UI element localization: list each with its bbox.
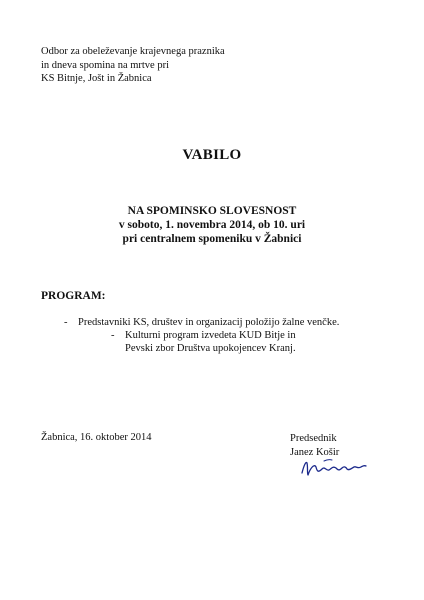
- organizer-line-2: in dneva spomina na mrtve pri: [41, 59, 170, 71]
- program-item-1-bullet: -: [64, 317, 68, 328]
- document-title: VABILO: [182, 147, 242, 163]
- event-name: NA SPOMINSKO SLOVESNOST: [127, 205, 297, 217]
- organizer-line-3: KS Bitnje, Jošt in Žabnica: [41, 73, 152, 84]
- event-details: [0, 204, 424, 246]
- event-date-time: v soboto, 1. novembra 2014, ob 10. uri: [118, 219, 306, 231]
- program-item-2: [111, 329, 296, 343]
- program-item-1: [64, 316, 339, 330]
- organizer-line-1: Odbor za obeleževanje krajevnega praznika: [41, 46, 225, 57]
- signer-role: Predsednik: [290, 433, 337, 444]
- program-heading: PROGRAM:: [41, 290, 106, 302]
- program-item-2-text: Kulturni program izvedeta KUD Bitje in: [125, 330, 296, 341]
- document-date: Žabnica, 16. oktober 2014: [41, 432, 152, 443]
- handwritten-signature: [298, 455, 368, 481]
- organizer-block: [41, 45, 225, 86]
- program-item-2-bullet: -: [111, 330, 115, 341]
- event-location: pri centralnem spomeniku v Žabnici: [122, 233, 302, 245]
- signer-name: Janez Košir: [290, 446, 340, 458]
- program-item-2-continuation: Pevski zbor Društva upokojencev Kranj.: [125, 343, 296, 354]
- program-item-1-text: Predstavniki KS, društev in organizacij položijo žalne venčke.: [78, 317, 340, 328]
